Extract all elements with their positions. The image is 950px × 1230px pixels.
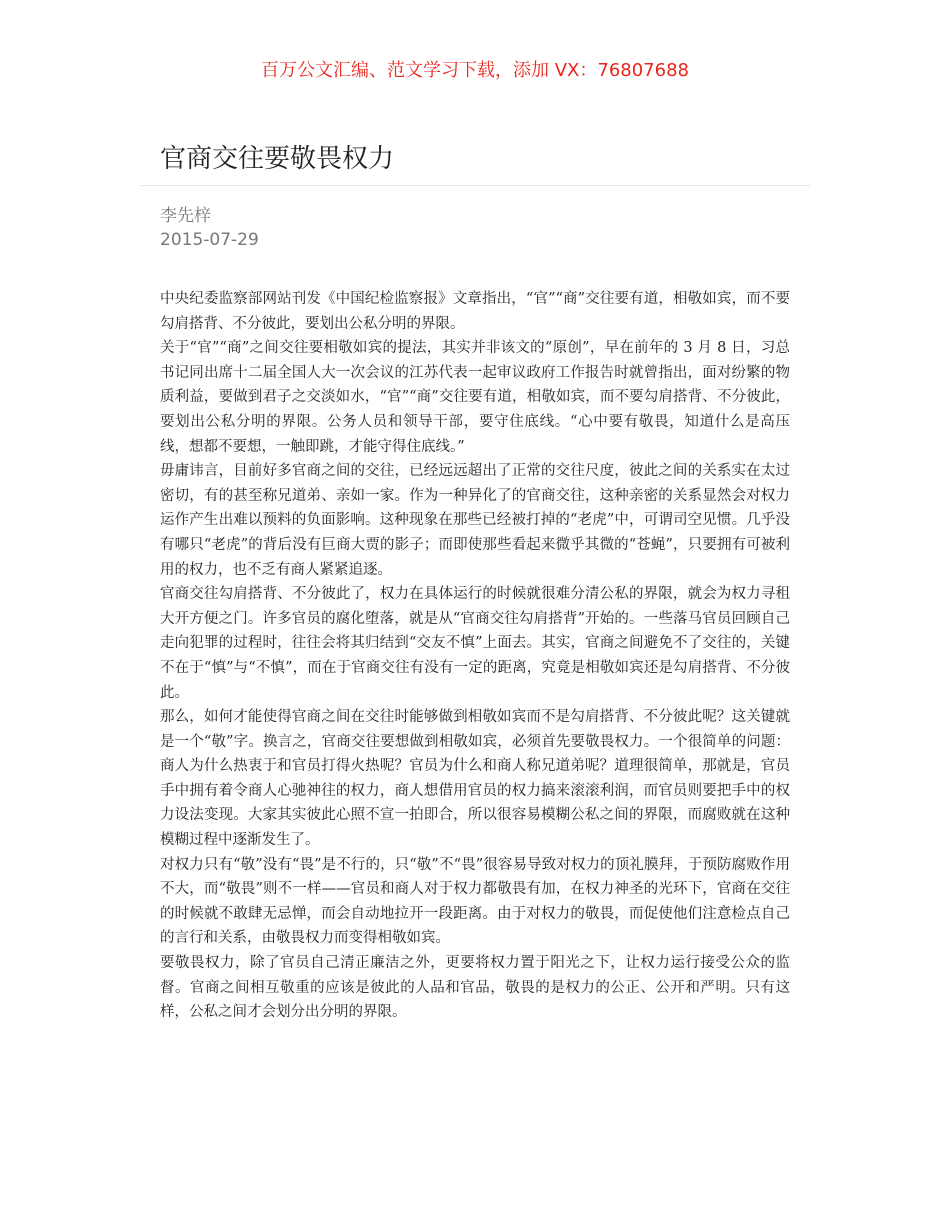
paragraph: 对权力只有“敬”没有“畏”是不行的，只“敬”不“畏”很容易导致对权力的顶礼膜拜，于预防腐败作用不大，而“敬畏”则不一样——官员和商人对于权力都敬畏有加，在权力神圣的光环下，官商在交往的时候就不敢肆无忌惮，而会自动地拉开一段距离。由于对权力的敬畏，而促使他们注意检点自己的言行和关系，由敬畏权力而变得相敬如宾。 (160, 856, 790, 947)
paragraph: 毋庸讳言，目前好多官商之间的交往，已经远远超出了正常的交往尺度，彼此之间的关系实在太过密切，有的甚至称兄道弟、亲如一家。作为一种异化了的官商交往，这种亲密的关系显然会对权力运作产生出难以预料的负面影响。这种现象在那些已经被打掉的“老虎”中，可谓司空见惯。几乎没有哪只“老虎”的背后没有巨商大贾的影子；而即使那些看起来微乎其微的“苍蝇”，只要拥有可被利用的权力，也不乏有商人紧紧追逐。 (160, 463, 790, 578)
article-body (160, 287, 790, 1025)
paragraph: 官商交往勾肩搭背、不分彼此了，权力在具体运行的时候就很难分清公私的界限，就会为权力寻租大开方便之门。许多官员的腐化堕落，就是从“官商交往勾肩搭背”开始的。一些落马官员回顾自己走向犯罪的过程时，往往会将其归结到“交友不慎”上面去。其实，官商之间避免不了交往的，关键不在于“慎”与“不慎”，而在于官商交往有没有一定的距离，究竟是相敬如宾还是勾肩搭背、不分彼此。 (160, 586, 790, 701)
publish-date: 2015-07-29 (160, 230, 259, 250)
article-meta (160, 204, 259, 252)
paragraph: 要敬畏权力，除了官员自己清正廉洁之外，更要将权力置于阳光之下，让权力运行接受公众的监督。官商之间相互敬重的应该是彼此的人品和官品，敬畏的是权力的公正、公开和严明。只有这样，公私之间才会划分出分明的界限。 (160, 955, 790, 1021)
title-divider (140, 185, 810, 186)
paragraph: 关于“官”“商”之间交往要相敬如宾的提法，其实并非该文的“原创”，早在前年的 3 月 8 日，习总书记同出席十二届全国人大一次会议的江苏代表一起审议政府工作报告时就曾指出，面对纷繁的物质利益，要做到君子之交淡如水，“官”“商”交往要有道，相敬如宾，而不要勾肩搭背、不分彼此，要划出公私分明的界限。公务人员和领导干部，要守住底线。“心中要有敬畏，知道什么是高压线，想都不要想，一触即跳，才能守得住底线。” (160, 340, 790, 455)
paragraph: 那么，如何才能使得官商之间在交往时能够做到相敬如宾而不是勾肩搭背、不分彼此呢？这关键就是一个“敬”字。换言之，官商交往要想做到相敬如宾，必须首先要敬畏权力。一个很简单的问题：商人为什么热衷于和官员打得火热呢？官员为什么和商人称兄道弟呢？道理很简单，那就是，官员手中拥有着令商人心驰神往的权力，商人想借用官员的权力搞来滚滚利润，而官员则要把手中的权力设法变现。大家其实彼此心照不宣一拍即合，所以很容易模糊公私之间的界限，而腐败就在这种模糊过程中逐渐发生了。 (160, 709, 790, 849)
article-title: 官商交往要敬畏权力 (160, 144, 395, 174)
author-name: 李先梓 (160, 206, 211, 226)
promo-banner: 百万公文汇编、范文学习下载，添加 VX：76807688 (261, 60, 689, 81)
paragraph: 中央纪委监察部网站刊发《中国纪检监察报》文章指出，“官”“商”交往要有道，相敬如宾，而不要勾肩搭背、不分彼此，要划出公私分明的界限。 (160, 291, 790, 332)
